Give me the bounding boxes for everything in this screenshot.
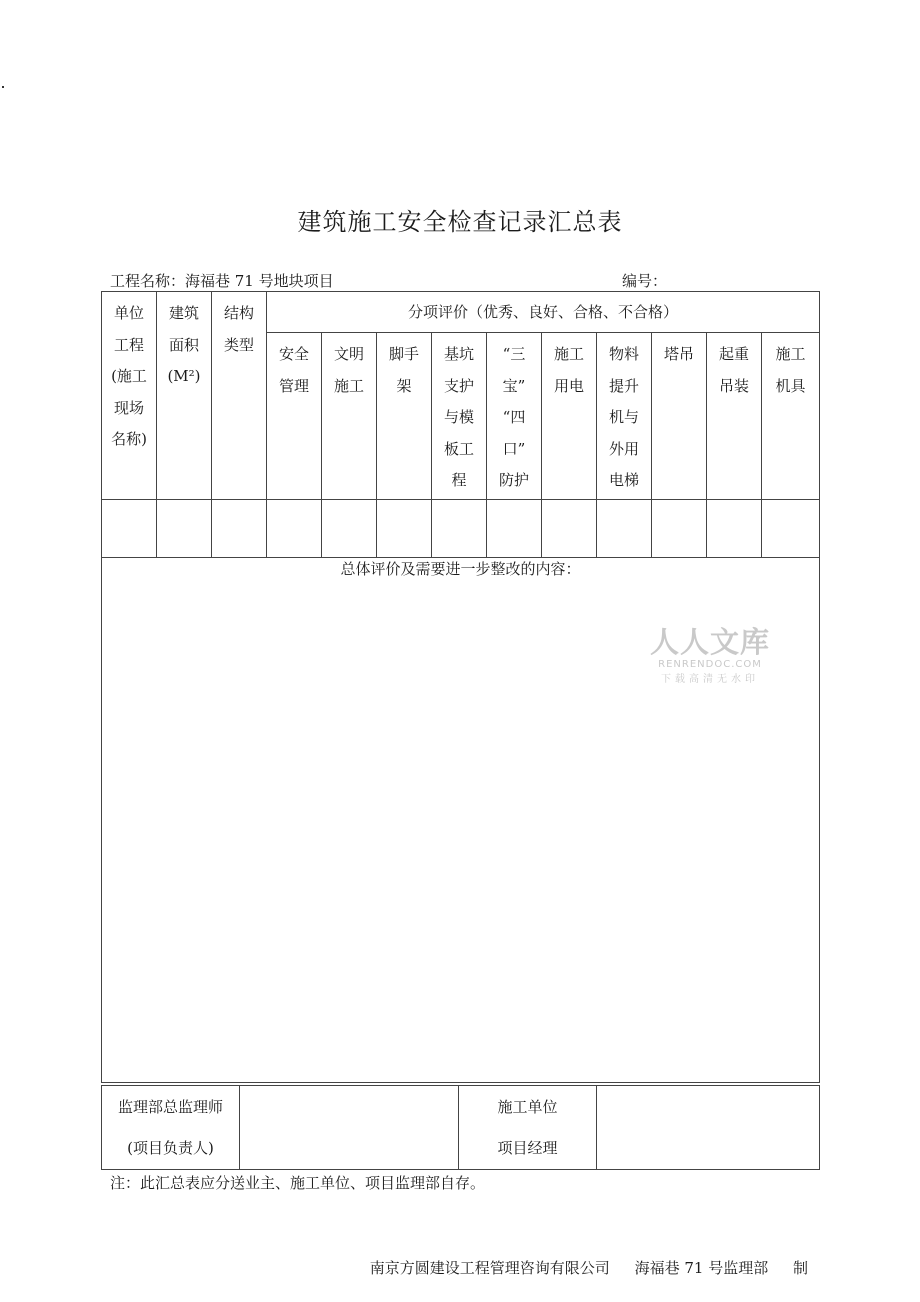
building-area-line: 面积 — [168, 335, 199, 354]
page-title: 建筑施工安全检查记录汇总表 — [297, 208, 623, 236]
footer-dept: 海福巷 71 号监理部 — [634, 1259, 769, 1277]
data-cell[interactable] — [432, 500, 487, 558]
project-name: 工程名称：海福巷 71 号地块项目 — [110, 272, 334, 290]
header-building-area — [157, 292, 212, 500]
data-cell[interactable] — [762, 500, 820, 558]
supervisor-label: 监理部总监理师 (项目负责人) — [102, 1086, 240, 1170]
unit-project-line: (施工 — [111, 367, 147, 385]
data-cell[interactable] — [322, 500, 377, 558]
watermark-title: 人人文库 — [649, 625, 770, 659]
data-cell[interactable] — [542, 500, 597, 558]
data-cell[interactable] — [597, 500, 652, 558]
stray-dot — [2, 86, 4, 88]
sub-header-4: “三 宝” “四 口” 防护 — [487, 333, 542, 500]
data-row — [102, 500, 820, 558]
building-area-line: (M²) — [167, 367, 201, 385]
data-cell[interactable] — [487, 500, 542, 558]
header-sub-evaluation: 分项评价（优秀、良好、合格、不合格） — [267, 292, 820, 333]
footnote: 注：此汇总表应分送业主、施工单位、项目监理部自存。 — [110, 1174, 486, 1192]
sub-header-2: 脚手 架 — [377, 333, 432, 500]
unit-project-line: 现场 — [113, 398, 144, 417]
sub-header-9: 施工 机具 — [762, 333, 820, 500]
data-cell[interactable] — [377, 500, 432, 558]
sub-header-0: 安全 管理 — [267, 333, 322, 500]
data-cell[interactable] — [267, 500, 322, 558]
contractor-signature-field[interactable] — [597, 1086, 820, 1170]
footer-made: 制 — [792, 1259, 808, 1277]
unit-project-line: 工程 — [113, 335, 144, 354]
header-structure-type — [212, 292, 267, 500]
contractor-label: 施工单位 项目经理 — [459, 1086, 597, 1170]
sub-header-1: 文明 施工 — [322, 333, 377, 500]
sub-header-8: 起重 吊装 — [707, 333, 762, 500]
footer — [350, 1257, 808, 1278]
sub-header-3: 基坑 支护 与模 板工 程 — [432, 333, 487, 500]
sub-header-5: 施工 用电 — [542, 333, 597, 500]
building-area-line: 建筑 — [168, 304, 199, 322]
watermark-tagline: 下载高清无水印 — [661, 674, 759, 685]
inspection-table — [101, 291, 820, 1083]
supervisor-signature-field[interactable] — [240, 1086, 459, 1170]
watermark — [648, 620, 772, 685]
signature-table — [101, 1085, 820, 1170]
footer-company: 南京方圆建设工程管理咨询有限公司 — [369, 1259, 610, 1277]
unit-project-line: 单位 — [113, 304, 144, 322]
header-unit-project — [102, 292, 157, 500]
data-cell[interactable] — [212, 500, 267, 558]
data-cell[interactable] — [157, 500, 212, 558]
data-cell[interactable] — [102, 500, 157, 558]
summary-label: 总体评价及需要进一步整改的内容： — [340, 560, 581, 578]
structure-type-line: 结构 — [223, 304, 254, 322]
watermark-domain: RENRENDOC.COM — [658, 659, 762, 670]
number-label: 编号： — [622, 272, 668, 290]
unit-project-line: 名称) — [111, 430, 147, 448]
sub-header-6: 物料 提升 机与 外用 电梯 — [597, 333, 652, 500]
structure-type-line: 类型 — [223, 335, 254, 354]
sub-header-7: 塔吊 — [652, 333, 707, 500]
data-cell[interactable] — [707, 500, 762, 558]
data-cell[interactable] — [652, 500, 707, 558]
